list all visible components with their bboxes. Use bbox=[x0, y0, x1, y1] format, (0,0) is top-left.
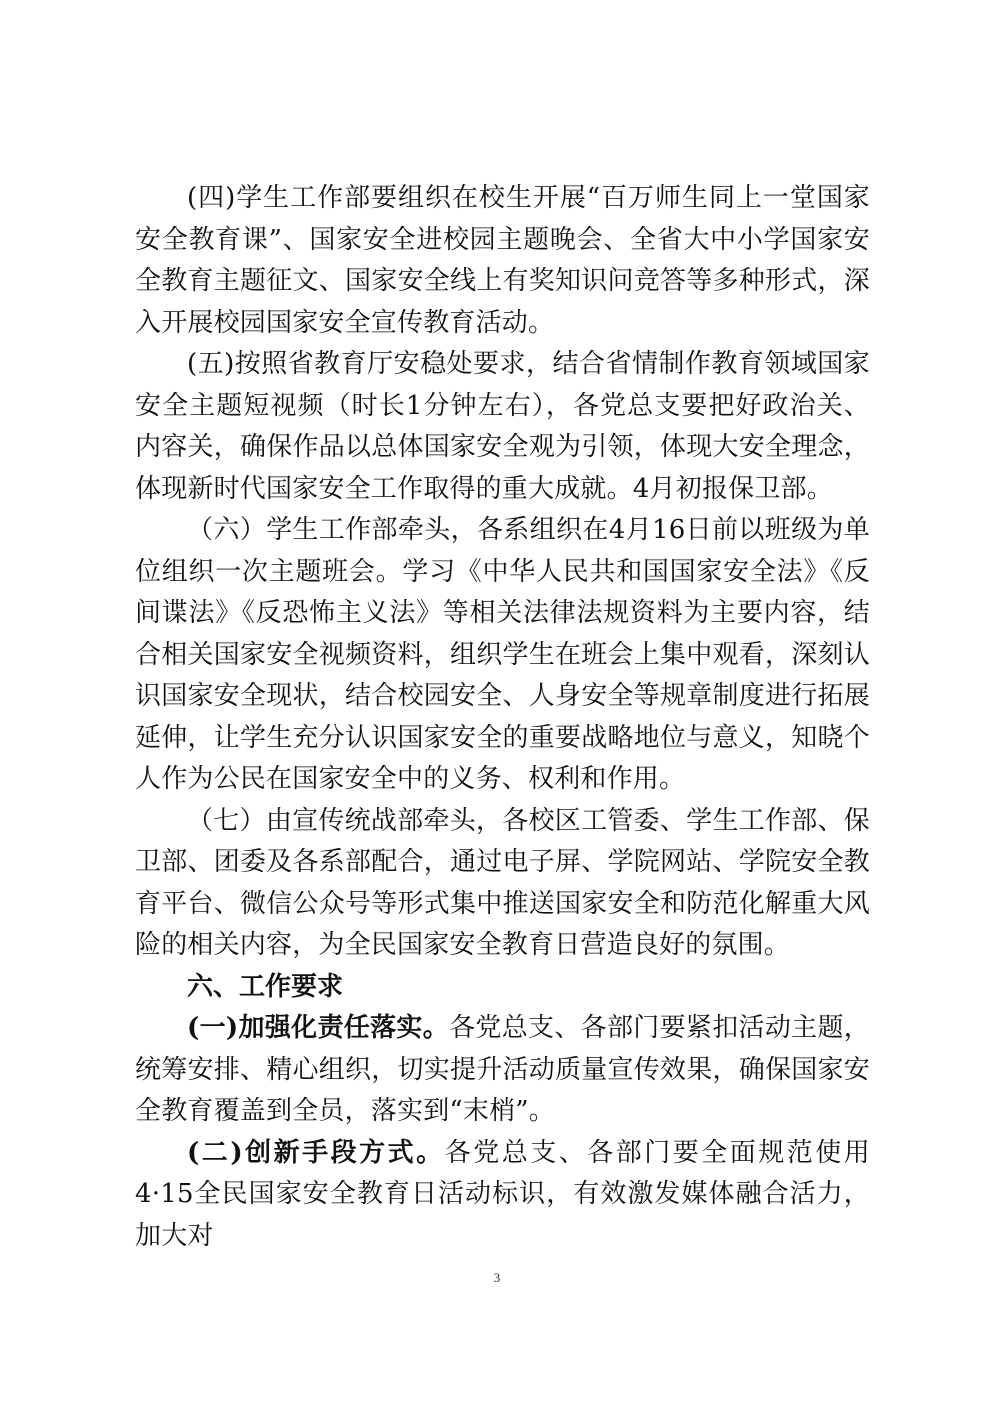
paragraph-6 bbox=[135, 510, 870, 801]
paragraph-4 bbox=[135, 178, 870, 344]
page-number: 3 bbox=[493, 1270, 501, 1285]
paragraph-text: (四)学生工作部要组织在校生开展“百万师生同上一堂国家安全教育课”、国家安全进校园主题晚会、全省大中小学国家安全教育主题征文、国家安全线上有奖知识问竞答等多种形式，深入开展校园国家安全宣传教育活动。 bbox=[135, 183, 870, 338]
paragraph-5 bbox=[135, 344, 870, 510]
paragraph-text: (五)按照省教育厅安稳处要求，结合省情制作教育领域国家安全主题短视频（时长1分钟左右），各党总支要把好政治关、内容关，确保作品以总体国家安全观为引领，体现大安全理念，体现新时代国家安全工作取得的重大成就。4月初报保卫部。 bbox=[135, 349, 870, 504]
requirement-2 bbox=[135, 1133, 870, 1258]
paragraph-7 bbox=[135, 801, 870, 967]
paragraph-text: （七）由宣传统战部牵头，各校区工管委、学生工作部、保卫部、团委及各系部配合，通过电子屏、学院网站、学院安全教育平台、微信公众号等形式集中推送国家安全和防范化解重大风险的相关内容，为全民国家安全教育日营造良好的氛围。 bbox=[135, 805, 870, 960]
requirement-lead: (二)创新手段方式。 bbox=[187, 1137, 445, 1168]
requirement-text: 各党总支、各部门要全面规范使用4·15全民国家安全教育日活动标识，有效激发媒体融合活力，加大对 bbox=[135, 1137, 870, 1251]
document-body bbox=[135, 178, 870, 1257]
requirement-1 bbox=[135, 1008, 870, 1133]
requirement-text: 各党总支、各部门要紧扣活动主题，统筹安排、精心组织，切实提升活动质量宣传效果，确保国家安全教育覆盖到全员，落实到“末梢”。 bbox=[135, 1013, 871, 1126]
paragraph-text: （六）学生工作部牵头，各系组织在4月16日前以班级为单位组织一次主题班会。学习《中华人民共和国国家安全法》《反间谍法》《反恐怖主义法》等相关法律法规资料为主要内容，结合相关国家安全视频资料，组织学生在班会上集中观看，深刻认识国家安全现状，结合校园安全、人身安全等规章制度进行拓展延伸，让学生充分认识国家安全的重要战略地位与意义，知晓个人作为公民在国家安全中的义务、权利和作用。 bbox=[135, 515, 870, 794]
section-heading: 六、工作要求 bbox=[187, 971, 344, 1002]
requirement-lead: (一)加强化责任落实。 bbox=[187, 1013, 450, 1043]
